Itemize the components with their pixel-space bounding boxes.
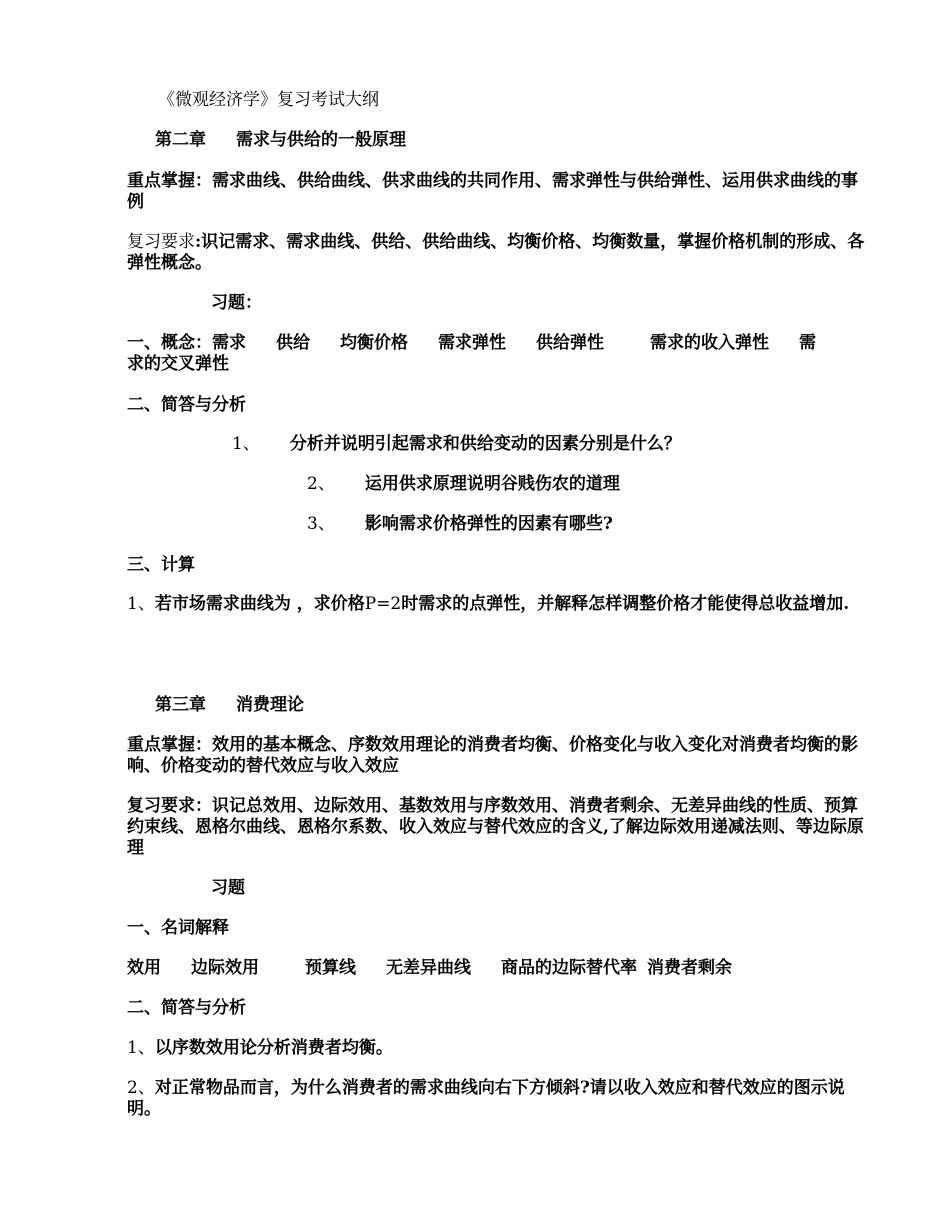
concept-item-start: 需	[799, 333, 816, 353]
chapter-2-concepts	[127, 333, 816, 354]
question-text: 对正常物品而言，为什么消费者的需求曲线向右下方倾斜?请以收入效应和替代效应的图示说明。	[127, 1078, 845, 1119]
chapter-2-analysis-heading: 二、简答与分析	[127, 395, 246, 415]
chapter-2-question-2	[307, 474, 620, 495]
term-item: 商品的边际替代率	[501, 958, 637, 978]
chapter-3-question-1	[127, 1038, 393, 1059]
calc-text-a: 若市场需求曲线为 ，求价格	[154, 594, 365, 614]
question-text: 影响需求价格弹性的因素有哪些?	[364, 514, 613, 534]
concept-item: 供给弹性	[536, 333, 604, 353]
chapter-3-analysis-heading: 二、简答与分析	[127, 998, 246, 1018]
concepts-label: 一、概念：	[127, 333, 212, 353]
chapter-3-review: 复习要求：识记总效用、边际效用、基数效用与序数效用、消费者剩余、无差异曲线的性质、预算约束线、恩格尔曲线、恩格尔系数、收入效应与替代效应的含义,了解边际效用递减法则、等边际原理	[127, 796, 864, 858]
term-item: 预算线	[305, 958, 356, 978]
concept-item: 供给	[276, 333, 310, 353]
chapter-3-focus: 重点掌握：效用的基本概念、序数效用理论的消费者均衡、价格变化与收入变化对消费者均衡的影响、价格变动的替代效应与收入效应	[127, 735, 858, 776]
term-item: 效用	[127, 958, 161, 978]
concept-item: 需求弹性	[438, 333, 506, 353]
chapter-2-question-1	[232, 434, 681, 455]
chapter-2-calc-heading: 三、计算	[127, 555, 195, 575]
calc-text-b: 时需求的点弹性，并解释怎样调整价格才能使得总收益增加.	[401, 594, 850, 614]
document-title: 《微观经济学》复习考试大纲	[158, 90, 379, 110]
chapter-2-calc-question	[127, 594, 867, 615]
chapter-2-review	[127, 232, 867, 274]
chapter-3-terms	[127, 958, 732, 979]
calc-price: P=2	[364, 594, 402, 614]
question-text: 运用供求原理说明谷贱伤农的道理	[364, 474, 620, 494]
question-number: 1、	[127, 1038, 155, 1058]
question-number: 2、	[127, 1078, 155, 1098]
chapter-3-heading	[155, 695, 304, 716]
concept-item: 需求的收入弹性	[650, 333, 769, 353]
chapter-2-number: 第二章	[155, 130, 206, 150]
question-number: 1、	[232, 434, 260, 454]
chapter-3-question-2	[127, 1078, 867, 1120]
chapter-2-concepts-continued: 求的交叉弹性	[127, 354, 229, 374]
chapter-2-question-3	[307, 514, 613, 535]
concept-item: 需求	[212, 333, 246, 353]
question-text: 以序数效用论分析消费者均衡。	[154, 1038, 393, 1058]
chapter-2-focus: 重点掌握：需求曲线、供给曲线、供求曲线的共同作用、需求弹性与供给弹性、运用供求曲线的事例	[127, 171, 858, 212]
chapter-3-exercise-label: 习题	[211, 878, 245, 898]
chapter-3-title: 消费理论	[236, 695, 304, 715]
chapter-2-exercise-label: 习题：	[211, 293, 262, 313]
question-number: 2、	[307, 474, 335, 494]
chapter-3-number: 第三章	[155, 695, 206, 715]
question-text: 分析并说明引起需求和供给变动的因素分别是什么？	[289, 434, 681, 454]
question-number: 3、	[307, 514, 335, 534]
term-item: 边际效用	[191, 958, 259, 978]
chapter-2-review-label: 复习要求	[127, 232, 195, 252]
term-item: 无差异曲线	[386, 958, 471, 978]
chapter-3-terms-heading: 一、名词解释	[127, 918, 229, 938]
chapter-2-review-text: :识记需求、需求曲线、供给、供给曲线、均衡价格、均衡数量，掌握价格机制的形成、各弹性概念。	[127, 232, 865, 273]
term-item: 消费者剩余	[647, 958, 732, 978]
chapter-2-heading	[155, 130, 406, 151]
calc-number: 1、	[127, 594, 155, 614]
chapter-2-title: 需求与供给的一般原理	[236, 130, 406, 150]
concept-item: 均衡价格	[340, 333, 408, 353]
